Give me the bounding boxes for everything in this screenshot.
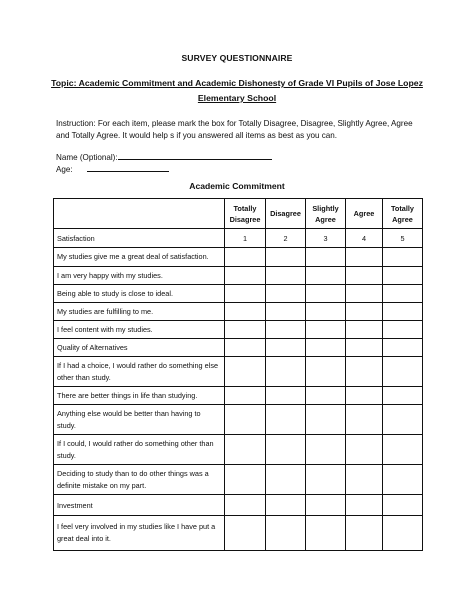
table-row bbox=[54, 321, 423, 339]
response-box[interactable] bbox=[383, 267, 423, 285]
response-box[interactable] bbox=[306, 321, 346, 339]
category-label: Investment bbox=[54, 495, 225, 516]
name-underline[interactable] bbox=[118, 151, 272, 160]
response-box[interactable] bbox=[383, 516, 423, 551]
response-box[interactable] bbox=[306, 267, 346, 285]
response-box[interactable] bbox=[383, 248, 423, 267]
response-box[interactable] bbox=[306, 285, 346, 303]
category-blank-cell bbox=[306, 339, 346, 357]
response-box[interactable] bbox=[225, 248, 266, 267]
table-row bbox=[54, 516, 423, 551]
response-box[interactable] bbox=[225, 465, 266, 495]
table-row bbox=[54, 387, 423, 405]
response-box[interactable] bbox=[266, 285, 306, 303]
response-box[interactable] bbox=[383, 303, 423, 321]
response-box[interactable] bbox=[225, 435, 266, 465]
header-disagree: Disagree bbox=[266, 199, 306, 229]
table-row bbox=[54, 303, 423, 321]
response-box[interactable] bbox=[306, 248, 346, 267]
response-box[interactable] bbox=[225, 267, 266, 285]
response-box[interactable] bbox=[266, 465, 306, 495]
table-row bbox=[54, 465, 423, 495]
response-box[interactable] bbox=[266, 387, 306, 405]
response-box[interactable] bbox=[266, 321, 306, 339]
header-blank-cell bbox=[54, 199, 225, 229]
category-label: Quality of Alternatives bbox=[54, 339, 225, 357]
response-box[interactable] bbox=[225, 516, 266, 551]
statement-text: Anything else would be better than having to study. bbox=[54, 405, 225, 435]
name-label: Name (Optional): bbox=[56, 153, 118, 162]
response-box[interactable] bbox=[346, 248, 383, 267]
scale-number: 2 bbox=[266, 229, 306, 248]
response-box[interactable] bbox=[383, 465, 423, 495]
header-totally-agree: Totally Agree bbox=[383, 199, 423, 229]
response-box[interactable] bbox=[383, 321, 423, 339]
response-box[interactable] bbox=[306, 435, 346, 465]
response-box[interactable] bbox=[306, 516, 346, 551]
response-box[interactable] bbox=[225, 285, 266, 303]
response-box[interactable] bbox=[225, 405, 266, 435]
response-box[interactable] bbox=[266, 516, 306, 551]
category-row bbox=[54, 229, 423, 248]
response-box[interactable] bbox=[346, 465, 383, 495]
name-field[interactable] bbox=[56, 151, 272, 162]
statement-text: There are better things in life than studying. bbox=[54, 387, 225, 405]
statement-text: I feel very involved in my studies like I have put a great deal into it. bbox=[54, 516, 225, 551]
table-row bbox=[54, 267, 423, 285]
response-box[interactable] bbox=[266, 248, 306, 267]
statement-text: My studies are fulfilling to me. bbox=[54, 303, 225, 321]
response-box[interactable] bbox=[225, 321, 266, 339]
scale-number: 4 bbox=[346, 229, 383, 248]
header-totally-disagree: Totally Disagree bbox=[225, 199, 266, 229]
header-agree: Agree bbox=[346, 199, 383, 229]
response-box[interactable] bbox=[266, 267, 306, 285]
response-box[interactable] bbox=[346, 357, 383, 387]
table-row bbox=[54, 248, 423, 267]
scale-number: 3 bbox=[306, 229, 346, 248]
category-blank-cell bbox=[266, 339, 306, 357]
age-underline[interactable] bbox=[87, 163, 169, 172]
category-row bbox=[54, 495, 423, 516]
age-field[interactable] bbox=[56, 163, 169, 174]
statement-text: Being able to study is close to ideal. bbox=[54, 285, 225, 303]
response-box[interactable] bbox=[266, 435, 306, 465]
instruction-text: Instruction: For each item, please mark the box for Totally Disagree, Disagree, Slightly Agree, Agree and Totally Agree. It would help s if you answered all items as best as you can. bbox=[56, 119, 413, 140]
response-box[interactable] bbox=[306, 303, 346, 321]
table-row bbox=[54, 357, 423, 387]
response-box[interactable] bbox=[225, 387, 266, 405]
survey-table bbox=[53, 198, 423, 551]
category-blank-cell bbox=[346, 339, 383, 357]
response-box[interactable] bbox=[306, 357, 346, 387]
response-box[interactable] bbox=[266, 405, 306, 435]
table-row bbox=[54, 405, 423, 435]
statement-text: If I could, I would rather do something other than study. bbox=[54, 435, 225, 465]
category-label: Satisfaction bbox=[54, 229, 225, 248]
response-box[interactable] bbox=[346, 405, 383, 435]
category-row bbox=[54, 339, 423, 357]
category-blank-cell bbox=[346, 495, 383, 516]
response-box[interactable] bbox=[346, 303, 383, 321]
header-slightly-agree: Slightly Agree bbox=[306, 199, 346, 229]
statement-text: My studies give me a great deal of satisfaction. bbox=[54, 248, 225, 267]
age-label: Age: bbox=[56, 165, 73, 174]
response-box[interactable] bbox=[306, 387, 346, 405]
scale-number: 5 bbox=[383, 229, 423, 248]
response-box[interactable] bbox=[266, 357, 306, 387]
response-box[interactable] bbox=[225, 357, 266, 387]
statement-text: I am very happy with my studies. bbox=[54, 267, 225, 285]
category-blank-cell bbox=[225, 339, 266, 357]
response-box[interactable] bbox=[346, 387, 383, 405]
response-box[interactable] bbox=[346, 321, 383, 339]
response-box[interactable] bbox=[346, 267, 383, 285]
response-box[interactable] bbox=[306, 405, 346, 435]
response-box[interactable] bbox=[346, 435, 383, 465]
table-row bbox=[54, 435, 423, 465]
response-box[interactable] bbox=[306, 465, 346, 495]
topic-line-2: Elementary School bbox=[197, 93, 277, 103]
category-blank-cell bbox=[225, 495, 266, 516]
response-box[interactable] bbox=[383, 357, 423, 387]
response-box[interactable] bbox=[346, 516, 383, 551]
category-blank-cell bbox=[266, 495, 306, 516]
response-box[interactable] bbox=[383, 387, 423, 405]
response-box[interactable] bbox=[383, 435, 423, 465]
scale-number: 1 bbox=[225, 229, 266, 248]
category-blank-cell bbox=[383, 339, 423, 357]
header-row bbox=[54, 199, 423, 229]
category-blank-cell bbox=[383, 495, 423, 516]
topic-line-1: Topic: Academic Commitment and Academic Dishonesty of Grade VI Pupils of Jose Lopez bbox=[51, 78, 423, 88]
section-title: Academic Commitment bbox=[189, 181, 285, 191]
category-blank-cell bbox=[306, 495, 346, 516]
response-box[interactable] bbox=[346, 285, 383, 303]
statement-text: I feel content with my studies. bbox=[54, 321, 225, 339]
statement-text: If I had a choice, I would rather do something else other than study. bbox=[54, 357, 225, 387]
response-box[interactable] bbox=[383, 285, 423, 303]
statement-text: Deciding to study than to do other things was a definite mistake on my part. bbox=[54, 465, 225, 495]
table-row bbox=[54, 285, 423, 303]
response-box[interactable] bbox=[383, 405, 423, 435]
response-box[interactable] bbox=[266, 303, 306, 321]
topic-heading bbox=[50, 76, 424, 106]
response-box[interactable] bbox=[225, 303, 266, 321]
document-title: SURVEY QUESTIONNAIRE bbox=[181, 53, 293, 63]
